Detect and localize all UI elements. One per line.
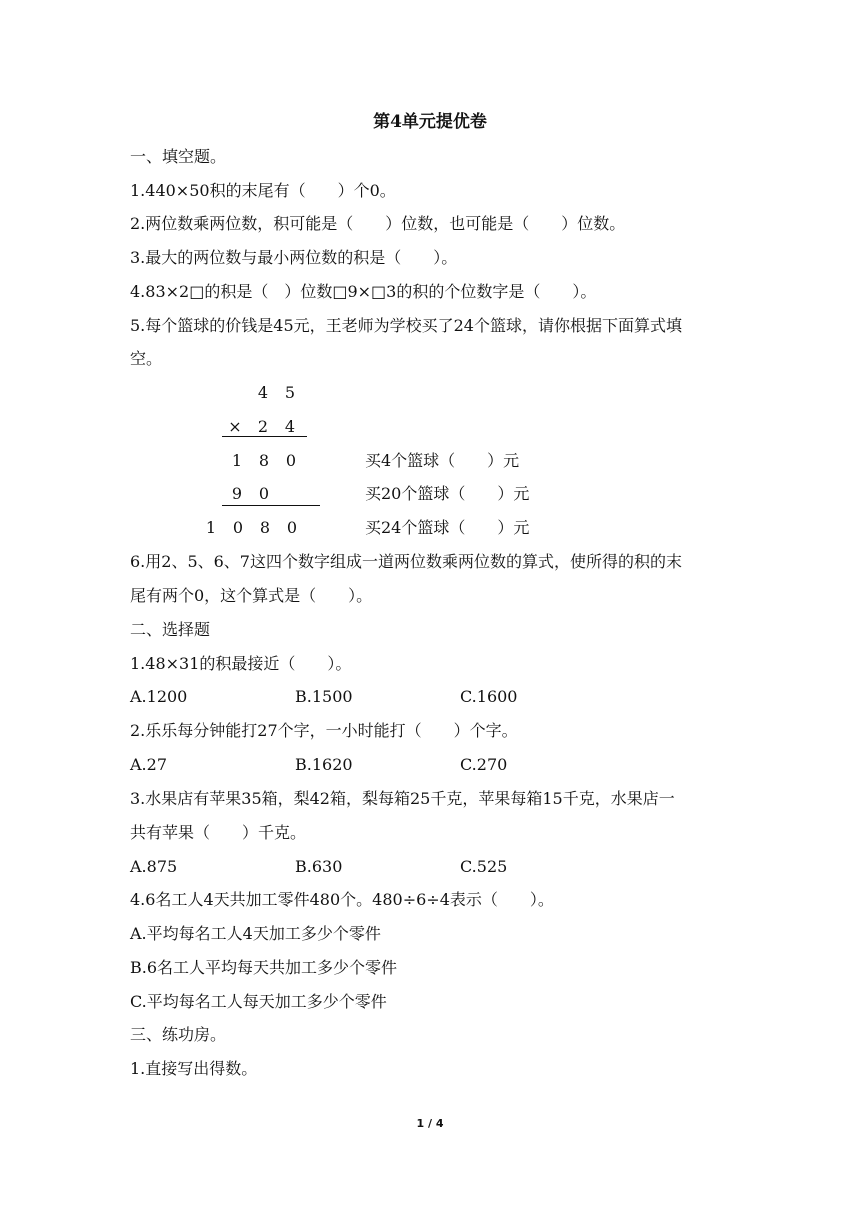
question-text: 1.440×50积的末尾有（ ）个0。: [130, 181, 396, 200]
choice-option: B.1620: [295, 755, 353, 774]
question-text: 3.最大的两位数与最小两位数的积是（ ）。: [130, 248, 458, 267]
section-heading-fill-in: 一、填空题。: [130, 147, 227, 166]
calc-digit: 4: [257, 383, 269, 402]
choice-option: A.27: [130, 755, 167, 774]
question-text: 3.水果店有苹果35箱，梨42箱，梨每箱25千克，苹果每箱15千克，水果店一: [130, 789, 675, 808]
calc-digit: 1: [205, 518, 217, 537]
page-title: 第4单元提优卷: [373, 112, 487, 132]
calc-digit: 0: [258, 484, 270, 503]
choice-option: C.平均每名工人每天加工多少个零件: [130, 992, 387, 1011]
question-text: 4.6名工人4天共加工零件480个。480÷6÷4表示（ ）。: [130, 890, 554, 909]
question-text: 2.乐乐每分钟能打27个字，一小时能打（ ）个字。: [130, 721, 518, 740]
question-text: 5.每个篮球的价钱是45元，王老师为学校买了24个篮球，请你根据下面算式填: [130, 316, 682, 335]
calc-digit: 8: [258, 451, 270, 470]
calc-digit: 0: [285, 451, 297, 470]
question-text: 1.直接写出得数。: [130, 1059, 258, 1078]
calc-label: 买4个篮球（ ）元: [365, 451, 520, 470]
choice-option: A.875: [130, 857, 178, 876]
page-number: 1 / 4: [416, 1117, 444, 1130]
calc-label: 买20个篮球（ ）元: [365, 484, 530, 503]
section-heading-multiple-choice: 二、选择题: [130, 620, 211, 639]
choice-option: C.525: [460, 857, 508, 876]
choice-option: A.1200: [130, 687, 188, 706]
calc-divider-line: [222, 505, 320, 506]
choice-option: B.1500: [295, 687, 353, 706]
question-text-continued: 共有苹果（ ）千克。: [130, 823, 307, 842]
choice-option: A.平均每名工人4天加工多少个零件: [130, 924, 381, 943]
calc-digit: 5: [284, 383, 296, 402]
calc-digit: 4: [284, 417, 296, 436]
question-text: 2.两位数乘两位数，积可能是（ ）位数，也可能是（ ）位数。: [130, 214, 626, 233]
choice-option: B.630: [295, 857, 343, 876]
choice-option: B.6名工人平均每天共加工多少个零件: [130, 958, 398, 977]
question-text: 6.用2、5、6、7这四个数字组成一道两位数乘两位数的算式，使所得的积的末: [130, 552, 682, 571]
section-heading-practice: 三、练功房。: [130, 1025, 227, 1044]
question-text-continued: 空。: [130, 349, 163, 368]
question-text: 4.83×2□的积是（ ）位数□9×□3的积的个位数字是（ ）。: [130, 282, 597, 301]
calc-label: 买24个篮球（ ）元: [365, 518, 530, 537]
calc-divider-line: [222, 436, 307, 437]
calc-digit: 2: [257, 417, 269, 436]
question-text: 1.48×31的积最接近（ ）。: [130, 654, 352, 673]
calc-digit: 0: [286, 518, 298, 537]
calc-digit: 0: [232, 518, 244, 537]
choice-option: C.270: [460, 755, 508, 774]
multiply-sign: ×: [228, 417, 242, 436]
calc-digit: 9: [231, 484, 243, 503]
calc-digit: 1: [231, 451, 243, 470]
question-text-continued: 尾有两个0，这个算式是（ ）。: [130, 586, 373, 605]
calc-digit: 8: [259, 518, 271, 537]
choice-option: C.1600: [460, 687, 518, 706]
